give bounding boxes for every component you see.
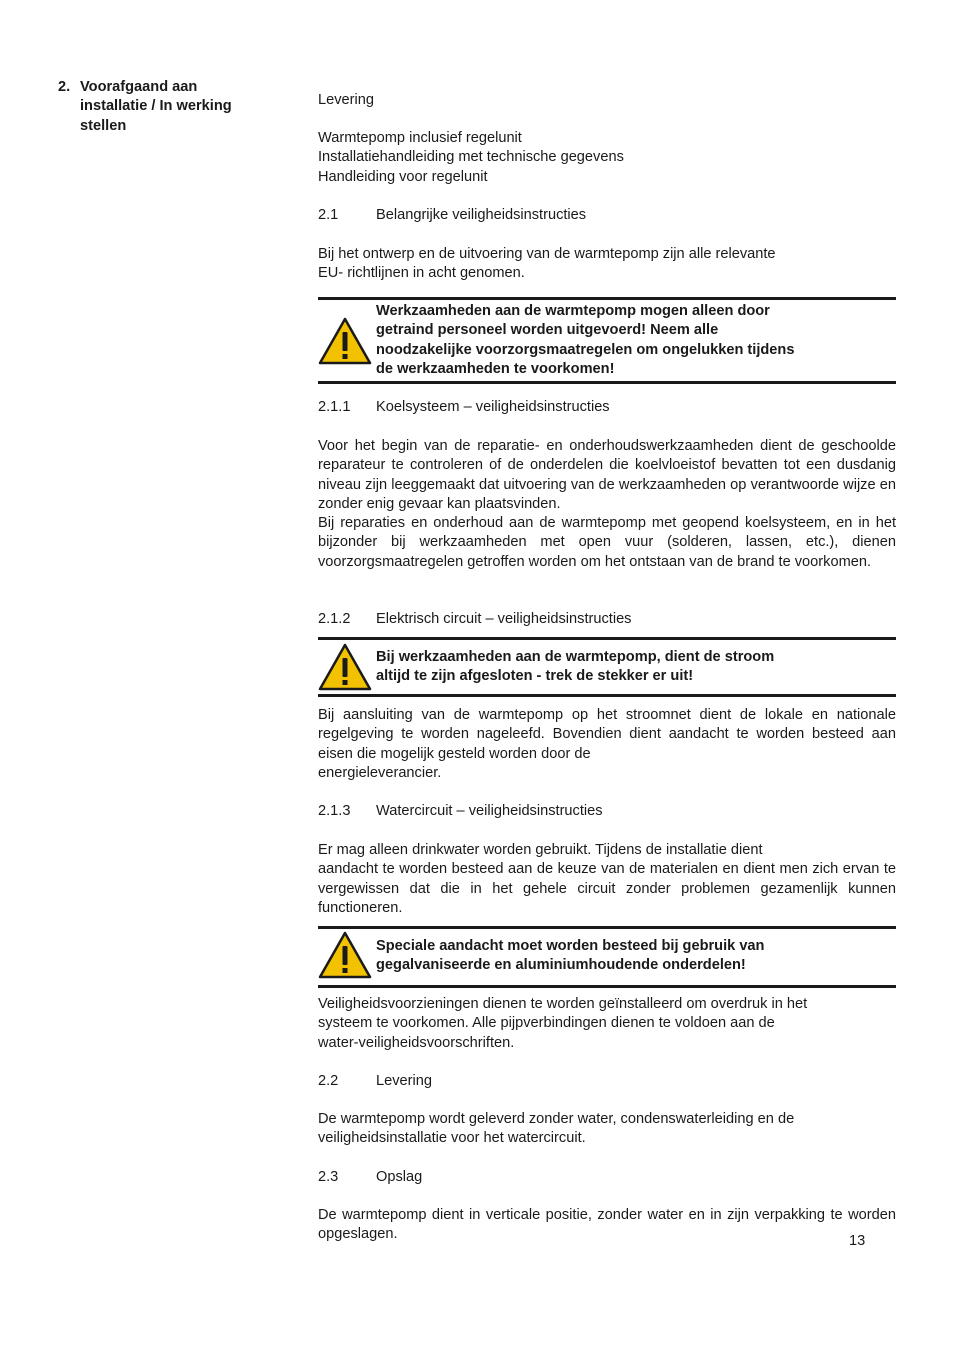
paragraph: De warmtepomp dient in verticale positie, zonder water en in zijn verpakking te worden opgeslagen. [318,1207,896,1243]
list-item: Handleiding voor regelunit [318,168,488,185]
text-line: de werkzaamheden te voorkomen! [376,361,615,378]
section-number: 2.1.1 [318,399,351,415]
section-title: Belangrijke veiligheidsinstructies [376,207,587,223]
chapter-number: 2. [58,79,71,95]
text-line: aandacht te worden besteed aan de keuze van de materialen en dient men zich ervan te vergewissen dat die in het gehele circuit zonder problemen gezamenlijk kunnen functioneren. [318,861,896,917]
warning-bottom-rule [318,985,896,988]
text-line: gegalvaniseerde en aluminiumhoudende onderdelen! [376,957,746,974]
warning-bottom-rule [318,694,896,697]
text-line: Speciale aandacht moet worden besteed bij gebruik van [376,938,765,954]
list-item: Warmtepomp inclusief regelunit [318,130,522,146]
warning-top-rule [318,637,896,640]
delivery-list [318,129,896,187]
section-title: Opslag [376,1169,423,1185]
paragraph: Bij reparaties en onderhoud aan de warmtepomp met geopend koelsysteem, en in het bijzonder bij werkzaamheden met open vuur (solderen, lassen, etc.), dienen voorzorgsmaatregelen getroffen worden om het ontstaan van de brand te voorkomen. [318,515,896,570]
section-title: Elektrisch circuit – veiligheidsinstructies [376,611,632,627]
text-line: energieleverancier. [318,765,442,782]
section-number: 2.3 [318,1169,339,1185]
text-line: altijd te zijn afgesloten - trek de stekker er uit! [376,668,694,685]
section-heading-2-3 [318,1168,896,1188]
text-line: water-veiligheidsvoorschriften. [318,1034,515,1051]
section-number: 2.1 [318,207,339,223]
section-heading-2-2 [318,1072,896,1092]
section-title: Levering [376,1073,432,1089]
paragraph [318,706,896,784]
section-number: 2.2 [318,1073,339,1089]
paragraph [318,841,896,919]
section-heading-2-1-3 [318,802,896,822]
warning-triangle-icon [318,931,372,979]
page-number: 13 [849,1233,866,1249]
warning-triangle-icon [318,643,372,691]
paragraph: Voor het begin van de reparatie- en onderhoudswerkzaamheden dient de geschoolde reparateur te controleren of de onderdelen die koelvloeistof bevatten tot een dusdanig niveau zijn leeggemaakt dat uitvoering van de werkzaamheden op verantwoorde wijze en zonder enig gevaar kan plaatsvinden. [318,438,896,513]
text-line: Veiligheidsvoorzieningen dienen te worden geïnstalleerd om overdruk in het [318,996,808,1012]
text-line: Werkzaamheden aan de warmtepomp mogen alleen door [376,303,770,319]
section-title: Koelsysteem – veiligheidsinstructies [376,399,610,415]
chapter-title [80,78,280,136]
warning-top-rule [318,926,896,929]
paragraph [318,1110,896,1149]
text-line: getraind personeel worden uitgevoerd! Neem alle [376,322,719,339]
text-line: Bij het ontwerp en de uitvoering van de warmtepomp zijn alle relevante [318,246,776,262]
chapter-title-line: stellen [80,117,127,134]
section-heading-2-1 [318,206,896,226]
warning-text [376,302,876,380]
text-line: Bij aansluiting van de warmtepomp op het stroomnet dient de lokale en nationale regelgeving te worden nageleefd. Bovendien dient aandacht te worden besteed aan eisen die mogelijk gesteld worden door de [318,707,896,762]
section-heading-2-1-2 [318,610,896,630]
text-line: EU- richtlijnen in acht genomen. [318,265,525,282]
chapter-title-line: installatie / In werking [80,98,232,115]
text-line: Er mag alleen drinkwater worden gebruikt. Tijdens de installatie dient [318,842,763,858]
text-line: De warmtepomp wordt geleverd zonder water, condenswaterleiding en de [318,1111,795,1127]
warning-bottom-rule [318,381,896,384]
paragraph [318,245,896,284]
text-line: veiligheidsinstallatie voor het watercircuit. [318,1130,586,1147]
section-title: Watercircuit – veiligheidsinstructies [376,803,603,819]
section-number: 2.1.2 [318,611,351,627]
warning-text [376,648,876,687]
warning-top-rule [318,297,896,300]
paragraph [318,995,896,1053]
text-line: noodzakelijke voorzorgsmaatregelen om ongelukken tijdens [376,341,795,358]
section-heading-2-1-1 [318,398,896,418]
chapter-title-line: Voorafgaand aan [80,79,198,95]
list-item: Installatiehandleiding met technische gegevens [318,149,624,166]
warning-text [376,937,876,976]
text-line: Bij werkzaamheden aan de warmtepomp, dient de stroom [376,649,775,665]
text-line: systeem te voorkomen. Alle pijpverbindingen dienen te voldoen aan de [318,1015,775,1032]
section-number: 2.1.3 [318,803,351,819]
delivery-heading: Levering [318,92,374,108]
warning-triangle-icon [318,317,372,365]
